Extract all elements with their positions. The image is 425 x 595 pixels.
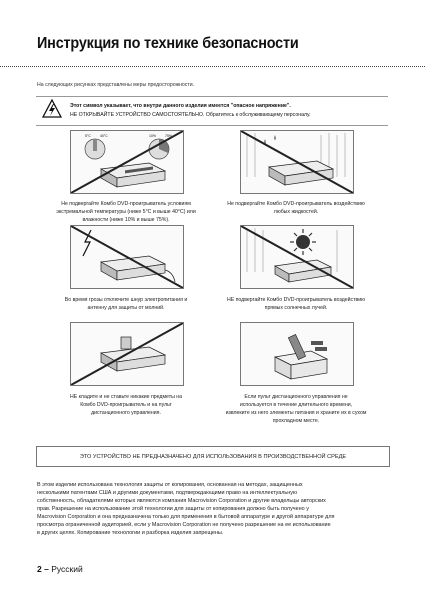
warning-box: [36, 96, 388, 126]
battery-icon: [311, 341, 327, 351]
title-divider: [0, 66, 425, 67]
warning-line-2: НЕ ОТКРЫВАЙТЕ УСТРОЙСТВО САМОСТОЯТЕЛЬНО. Обратитесь к обслуживающему персоналу.: [70, 112, 311, 118]
dvd-player-drawing: [101, 163, 165, 187]
prohibition-slash: [71, 323, 183, 385]
humidity-low-label: 10%: [149, 134, 157, 138]
water-drops-icon: [264, 135, 276, 144]
illustration-liquids: [240, 130, 354, 194]
illustration-temperature-humidity: [70, 130, 184, 194]
illustration-sunlight: [240, 225, 354, 289]
warning-line-1: Этот символ указывает, что внутри данного изделия имеется "опасное напряжение".: [70, 103, 291, 109]
page-number: 2: [37, 564, 42, 574]
lightning-warning-icon: [42, 99, 62, 118]
caption-liquids: Не подвергайте Комбо DVD-проигрыватель воздействию любых жидкостей.: [227, 201, 365, 216]
temp-low-label: 5°C: [85, 134, 91, 138]
caption-sunlight: НЕ подвергайте Комбо DVD-проигрыватель воздействию прямых солнечных лучей.: [226, 297, 366, 312]
illustration-remote-batteries: [240, 322, 354, 386]
prohibition-slash: [241, 131, 353, 193]
caption-remote: Если пульт дистанционного управления не используется в течение длительного времени, извлеките из него элементы питания и храните их в сухом прохладном месте.: [225, 394, 367, 425]
temp-high-label: 40°C: [100, 134, 108, 138]
sun-icon: [290, 229, 316, 255]
page-language: Русский: [51, 564, 83, 574]
industrial-use-notice: ЭТО УСТРОЙСТВО НЕ ПРЕДНАЗНАЧЕНО ДЛЯ ИСПОЛЬЗОВАНИЯ В ПРОИЗВОДСТВЕННОЙ СРЕДЕ: [36, 446, 390, 467]
illustration-lightning-storm: [70, 225, 184, 289]
illustration-objects-on-top: [70, 322, 184, 386]
caption-temperature: Не подвергайте Комбо DVD-проигрыватель условиям экстремальной температуры (ниже 5°C и выше 40°C) или влажности (ниже 10% и выше 75%).: [56, 201, 196, 224]
intro-text: На следующих рисунках представлены меры предосторожности.: [37, 82, 195, 88]
page-title: Инструкция по технике безопасности: [37, 35, 299, 52]
humidity-high-label: 75%: [165, 134, 173, 138]
macrovision-paragraph: В этом изделии использована технология защиты от копирования, основанная на методах, защищенных несколькими патентами США и другими документами, подтверждающими право на интеллектуальную собственность, обладателями которых являются компания Macrovision Corporation и другие владельцы авторских прав. Разрешение на использование этой технологии для защиты от копирования должно быть получено у Macrovision Corporation и она предназначена только для применения в бытовой аппаратуре и другой аппаратуре для просмотра ограниченной аудиторией, если у Macrovision Corporation не получено разрешение на ее использование в других целях. Копирование технологии и разборка изделия запрещены.: [37, 482, 335, 537]
caption-lightning: Во время грозы отключите шнур электропитания и антенну для защиты от молний.: [64, 297, 188, 312]
cup-icon: [121, 337, 131, 349]
page-footer: 2 – Русский: [37, 564, 83, 574]
caption-objects: НЕ кладите и не ставьте никакие предметы на Комбо DVD-проигрыватель и на пульт дистанционного управления.: [69, 394, 183, 417]
